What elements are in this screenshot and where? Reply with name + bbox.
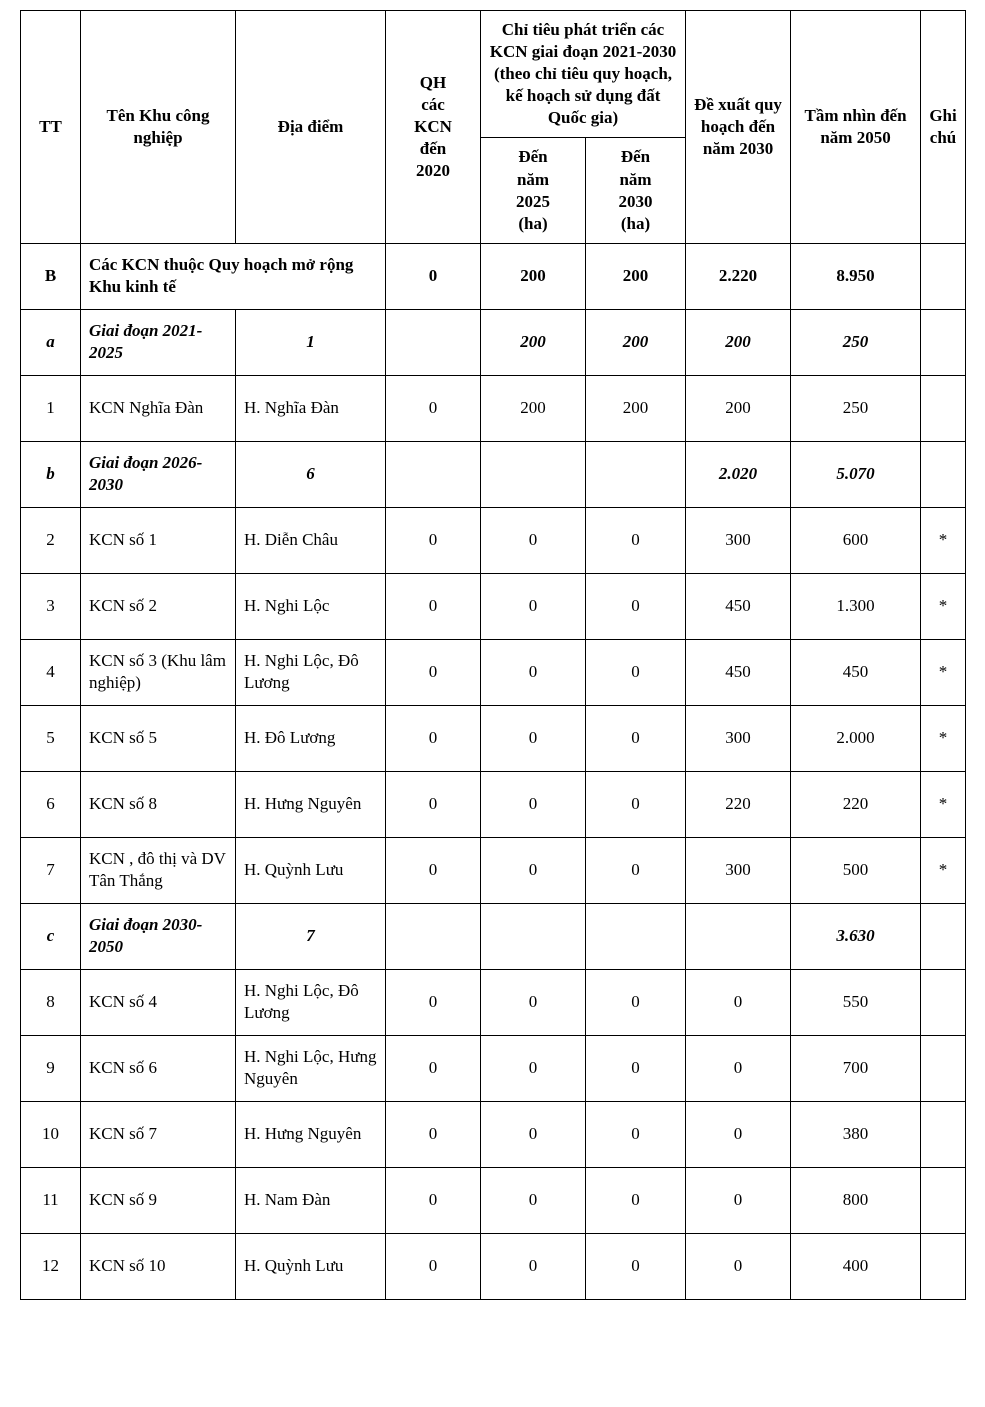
table-cell: 0 <box>386 507 481 573</box>
table-cell: 12 <box>21 1233 81 1299</box>
table-cell: 0 <box>481 639 586 705</box>
table-cell: 0 <box>386 771 481 837</box>
table-cell: 450 <box>791 639 921 705</box>
table-cell: 400 <box>791 1233 921 1299</box>
table-cell: 0 <box>481 1035 586 1101</box>
table-cell: Giai đoạn 2021-2025 <box>81 309 236 375</box>
table-cell: H. Hưng Nguyên <box>236 771 386 837</box>
table-cell: KCN số 8 <box>81 771 236 837</box>
table-cell <box>481 903 586 969</box>
table-cell: Giai đoạn 2026-2030 <box>81 441 236 507</box>
table-cell: 0 <box>386 1101 481 1167</box>
table-cell <box>586 441 686 507</box>
table-cell: H. Đô Lương <box>236 705 386 771</box>
col-header-tt: TT <box>21 11 81 244</box>
table-cell: 7 <box>236 903 386 969</box>
table-cell: 0 <box>586 705 686 771</box>
table-cell: KCN số 1 <box>81 507 236 573</box>
table-cell: 380 <box>791 1101 921 1167</box>
table-cell: 450 <box>686 573 791 639</box>
table-cell: 200 <box>586 309 686 375</box>
table-cell: 550 <box>791 969 921 1035</box>
table-cell <box>481 441 586 507</box>
table-cell: KCN số 7 <box>81 1101 236 1167</box>
table-cell: 0 <box>686 969 791 1035</box>
table-cell: 0 <box>586 969 686 1035</box>
table-cell: * <box>921 771 966 837</box>
table-cell: H. Nghĩa Đàn <box>236 375 386 441</box>
col-header-dia-diem: Địa điểm <box>236 11 386 244</box>
table-cell: 0 <box>586 837 686 903</box>
table-row <box>21 573 966 639</box>
table-cell: Giai đoạn 2030-2050 <box>81 903 236 969</box>
table-cell <box>921 1035 966 1101</box>
table-cell: KCN Nghĩa Đàn <box>81 375 236 441</box>
table-cell: KCN số 2 <box>81 573 236 639</box>
table-cell: 6 <box>236 441 386 507</box>
table-cell <box>921 903 966 969</box>
table-cell: 5 <box>21 705 81 771</box>
table-row <box>21 1167 966 1233</box>
table-cell: 200 <box>686 375 791 441</box>
table-cell: 0 <box>386 1167 481 1233</box>
table-cell: 500 <box>791 837 921 903</box>
table-cell <box>921 1233 966 1299</box>
table-cell: 0 <box>481 507 586 573</box>
table-cell: a <box>21 309 81 375</box>
table-cell: Các KCN thuộc Quy hoạch mở rộng Khu kinh tế <box>81 243 386 309</box>
table-cell: 6 <box>21 771 81 837</box>
table-cell: H. Quỳnh Lưu <box>236 1233 386 1299</box>
table-cell: 3.630 <box>791 903 921 969</box>
table-row <box>21 1035 966 1101</box>
table-cell: 250 <box>791 375 921 441</box>
table-cell: KCN số 5 <box>81 705 236 771</box>
table-cell: * <box>921 573 966 639</box>
table-cell: H. Quỳnh Lưu <box>236 837 386 903</box>
table-header <box>21 11 966 244</box>
table-cell: KCN , đô thị và DV Tân Thắng <box>81 837 236 903</box>
col-header-de-xuat-2030: Đề xuất quy hoạch đến năm 2030 <box>686 11 791 244</box>
table-cell: * <box>921 639 966 705</box>
table-cell: 0 <box>386 705 481 771</box>
table-cell: 0 <box>586 507 686 573</box>
table-cell: 2.220 <box>686 243 791 309</box>
table-body <box>21 243 966 1299</box>
table-cell: H. Nam Đàn <box>236 1167 386 1233</box>
table-row <box>21 837 966 903</box>
table-cell: 0 <box>686 1233 791 1299</box>
table-cell: 0 <box>481 573 586 639</box>
table-cell: H. Nghi Lộc, Đô Lương <box>236 969 386 1035</box>
table-cell <box>386 903 481 969</box>
table-cell: 0 <box>481 705 586 771</box>
header-row-1 <box>21 11 966 138</box>
table-cell <box>921 1101 966 1167</box>
table-cell <box>921 375 966 441</box>
table-cell: 7 <box>21 837 81 903</box>
table-row <box>21 309 966 375</box>
table-cell: H. Nghi Lộc <box>236 573 386 639</box>
table-row <box>21 507 966 573</box>
table-cell: 0 <box>481 837 586 903</box>
table-cell: 0 <box>481 1101 586 1167</box>
col-header-chi-tieu-group: Chỉ tiêu phát triển các KCN giai đoạn 2021-2030 (theo chỉ tiêu quy hoạch, kế hoạch sử dụng đất Quốc gia) <box>481 11 686 138</box>
table-row <box>21 441 966 507</box>
table-cell <box>921 1167 966 1233</box>
table-cell: 2.020 <box>686 441 791 507</box>
table-row <box>21 243 966 309</box>
table-row <box>21 1101 966 1167</box>
table-row <box>21 375 966 441</box>
table-cell: * <box>921 507 966 573</box>
table-cell: 300 <box>686 837 791 903</box>
table-cell: 4 <box>21 639 81 705</box>
table-row <box>21 969 966 1035</box>
table-cell <box>686 903 791 969</box>
table-cell: B <box>21 243 81 309</box>
table-cell: 9 <box>21 1035 81 1101</box>
table-cell: 0 <box>386 837 481 903</box>
table-cell: 200 <box>481 309 586 375</box>
table-cell: 1 <box>236 309 386 375</box>
table-cell: 0 <box>481 771 586 837</box>
table-cell: 200 <box>481 243 586 309</box>
table-cell <box>921 441 966 507</box>
col-header-den-nam-2030: Đến năm 2030 (ha) <box>586 138 686 243</box>
table-cell: 200 <box>481 375 586 441</box>
table-cell: 250 <box>791 309 921 375</box>
table-cell <box>921 309 966 375</box>
table-cell: 0 <box>586 639 686 705</box>
table-cell: 8 <box>21 969 81 1035</box>
table-cell: 0 <box>386 639 481 705</box>
table-cell <box>921 243 966 309</box>
table-cell: KCN số 10 <box>81 1233 236 1299</box>
table-cell: KCN số 3 (Khu lâm nghiệp) <box>81 639 236 705</box>
table-cell: 2.000 <box>791 705 921 771</box>
table-cell <box>921 969 966 1035</box>
table-cell: 0 <box>586 1035 686 1101</box>
table-cell <box>586 903 686 969</box>
table-cell: 800 <box>791 1167 921 1233</box>
table-cell: 0 <box>686 1035 791 1101</box>
col-header-den-nam-2025: Đến năm 2025 (ha) <box>481 138 586 243</box>
table-cell: 300 <box>686 507 791 573</box>
table-cell <box>386 309 481 375</box>
table-cell: 700 <box>791 1035 921 1101</box>
col-header-qh-2020: QH các KCN đến 2020 <box>386 11 481 244</box>
table-cell: 0 <box>386 573 481 639</box>
table-cell: 0 <box>586 1233 686 1299</box>
table-cell: 2 <box>21 507 81 573</box>
table-row <box>21 1233 966 1299</box>
table-cell: KCN số 4 <box>81 969 236 1035</box>
table-cell: 220 <box>686 771 791 837</box>
table-cell: 11 <box>21 1167 81 1233</box>
table-cell: c <box>21 903 81 969</box>
table-cell: KCN số 9 <box>81 1167 236 1233</box>
table-cell: H. Nghi Lộc, Hưng Nguyên <box>236 1035 386 1101</box>
table-cell: 1.300 <box>791 573 921 639</box>
table-cell: H. Hưng Nguyên <box>236 1101 386 1167</box>
table-cell: 0 <box>586 1167 686 1233</box>
table-cell: 10 <box>21 1101 81 1167</box>
table-cell: 0 <box>386 1035 481 1101</box>
col-header-ten-kcn: Tên Khu công nghiệp <box>81 11 236 244</box>
table-cell: 0 <box>586 573 686 639</box>
table-cell: 8.950 <box>791 243 921 309</box>
table-cell: * <box>921 837 966 903</box>
table-cell: 0 <box>481 1167 586 1233</box>
table-cell: 0 <box>386 375 481 441</box>
table-cell: 200 <box>586 375 686 441</box>
kcn-planning-table <box>20 10 966 1300</box>
table-cell: 220 <box>791 771 921 837</box>
table-cell: 0 <box>481 1233 586 1299</box>
table-cell: 0 <box>386 1233 481 1299</box>
table-cell <box>386 441 481 507</box>
table-cell: 5.070 <box>791 441 921 507</box>
table-cell: 300 <box>686 705 791 771</box>
table-cell: H. Nghi Lộc, Đô Lương <box>236 639 386 705</box>
table-cell: 450 <box>686 639 791 705</box>
table-cell: 0 <box>586 1101 686 1167</box>
table-cell: 0 <box>686 1167 791 1233</box>
table-cell: 0 <box>686 1101 791 1167</box>
table-cell: 0 <box>386 243 481 309</box>
table-cell: 0 <box>386 969 481 1035</box>
table-row <box>21 903 966 969</box>
table-cell: b <box>21 441 81 507</box>
table-cell: 200 <box>686 309 791 375</box>
table-cell: 600 <box>791 507 921 573</box>
table-cell: 0 <box>481 969 586 1035</box>
table-row <box>21 771 966 837</box>
table-row <box>21 639 966 705</box>
table-row <box>21 705 966 771</box>
table-cell: 200 <box>586 243 686 309</box>
table-cell: 3 <box>21 573 81 639</box>
col-header-ghi-chu: Ghi chú <box>921 11 966 244</box>
table-cell: H. Diễn Châu <box>236 507 386 573</box>
table-cell: * <box>921 705 966 771</box>
table-cell: 0 <box>586 771 686 837</box>
table-cell: 1 <box>21 375 81 441</box>
col-header-tam-nhin-2050: Tầm nhìn đến năm 2050 <box>791 11 921 244</box>
table-cell: KCN số 6 <box>81 1035 236 1101</box>
